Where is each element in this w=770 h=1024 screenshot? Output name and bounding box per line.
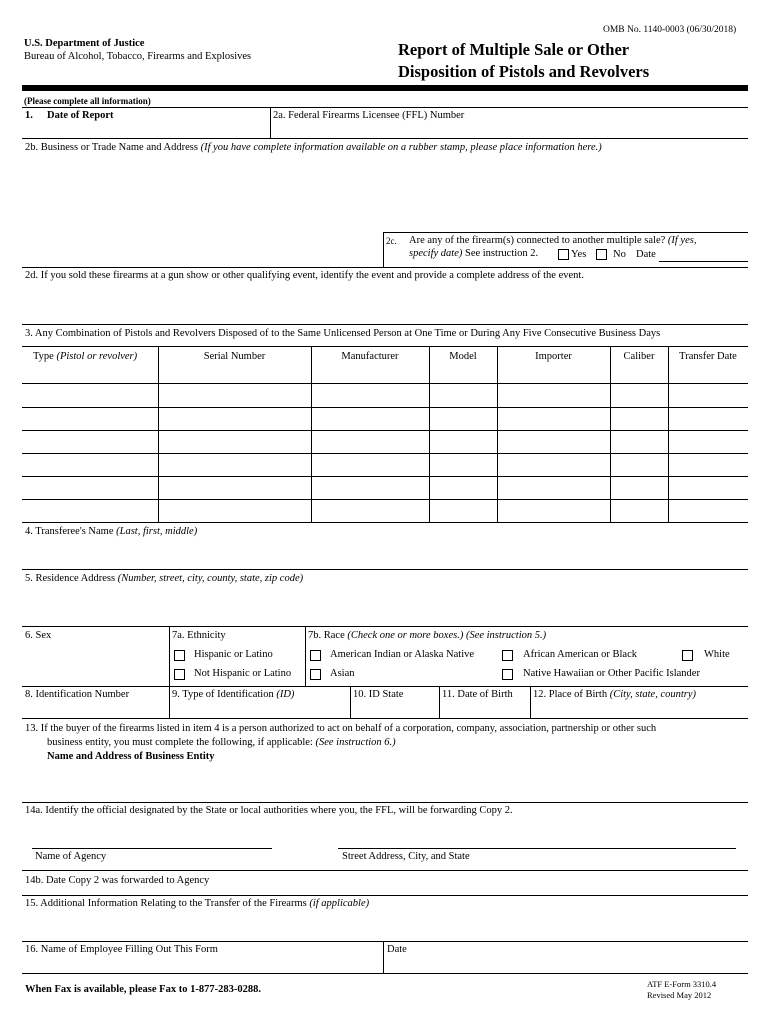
divider xyxy=(169,626,170,718)
item2c-question: Are any of the firearm(s) connected to another multiple sale? xyxy=(409,235,666,246)
item2a-label: 2a. Federal Firearms Licensee (FFL) Number xyxy=(273,110,465,121)
item5-note: (Number, street, city, county, state, zip code) xyxy=(117,573,304,584)
id-type-field[interactable] xyxy=(172,702,348,716)
item13-line2: business entity, you must complete the following, if applicable: xyxy=(47,737,313,748)
item15-note: (if applicable) xyxy=(309,898,370,909)
item1-number: 1. xyxy=(25,110,33,121)
race-aian-label: American Indian or Alaska Native xyxy=(330,649,475,660)
item9-note: (ID) xyxy=(276,689,295,700)
item16-date-label: Date xyxy=(387,944,407,955)
column-divider xyxy=(311,346,312,522)
column-header-type: Type xyxy=(33,351,54,362)
divider xyxy=(305,626,306,686)
item16-label: 16. Name of Employee Filling Out This Form xyxy=(25,944,218,955)
not-hispanic-label: Not Hispanic or Latino xyxy=(194,668,292,679)
column-header-type-note: (Pistol or revolver) xyxy=(56,351,138,362)
id-state-field[interactable] xyxy=(353,702,437,716)
item2c-note2: specify date) xyxy=(409,248,463,259)
table-row[interactable] xyxy=(23,408,157,429)
item5-label: 5. Residence Address xyxy=(25,573,116,584)
race-asian-checkbox[interactable] xyxy=(310,669,321,680)
employee-date-field[interactable] xyxy=(387,957,745,971)
item14b-label: 14b. Date Copy 2 was forwarded to Agency xyxy=(25,875,210,886)
bureau-name: Bureau of Alcohol, Tobacco, Firearms and Explosives xyxy=(24,51,252,62)
divider xyxy=(270,107,271,138)
yes-label: Yes xyxy=(571,249,587,260)
date-label: Date xyxy=(636,249,656,260)
divider xyxy=(22,569,748,570)
instructions-note: (Please complete all information) xyxy=(24,96,151,106)
column-header-importer: Importer xyxy=(535,351,572,362)
race-nhpi-checkbox[interactable] xyxy=(502,669,513,680)
item2d-label: 2d. If you sold these firearms at a gun show or other qualifying event, identify the event and provide a complete address of the event. xyxy=(25,270,584,281)
revision-date: Revised May 2012 xyxy=(647,990,712,1000)
item7b-note: (Check one or more boxes.) (See instruction 5.) xyxy=(347,630,547,641)
agency-name-field[interactable] xyxy=(32,848,272,849)
column-divider xyxy=(158,346,159,522)
divider xyxy=(383,232,748,233)
column-divider xyxy=(610,346,611,522)
item1-label: Date of Report xyxy=(47,110,114,121)
identification-number-field[interactable] xyxy=(24,702,167,716)
divider xyxy=(22,686,748,687)
residence-address-field[interactable] xyxy=(24,587,744,623)
divider xyxy=(22,107,748,108)
business-entity-field[interactable] xyxy=(24,765,744,800)
divider xyxy=(383,232,384,267)
divider xyxy=(22,973,748,974)
item2c-number: 2c. xyxy=(386,236,397,246)
race-aab-checkbox[interactable] xyxy=(502,650,513,661)
column-header-manufacturer: Manufacturer xyxy=(341,351,399,362)
sex-field[interactable] xyxy=(24,643,167,683)
item2b-label: 2b. Business or Trade Name and Address xyxy=(25,142,198,153)
date-of-birth-field[interactable] xyxy=(442,702,528,716)
divider xyxy=(439,686,440,718)
department-name: U.S. Department of Justice xyxy=(24,38,145,49)
header-rule xyxy=(22,85,748,91)
multiple-sale-yes-checkbox[interactable] xyxy=(558,249,569,260)
fax-note: When Fax is available, please Fax to 1-877-283-0288. xyxy=(25,984,261,995)
column-divider xyxy=(429,346,430,522)
item7b-label: 7b. Race xyxy=(308,630,345,641)
item2c-instruction: See instruction 2. xyxy=(464,248,539,259)
multiple-sale-date-field[interactable] xyxy=(659,261,748,262)
race-white-checkbox[interactable] xyxy=(682,650,693,661)
divider xyxy=(383,941,384,973)
item2b-note: (If you have complete information available on a rubber stamp, please place information here.) xyxy=(200,142,602,153)
omb-number: OMB No. 1140-0003 (06/30/2018) xyxy=(603,25,737,35)
item9-label: 9. Type of Identification xyxy=(172,689,274,700)
additional-info-field[interactable] xyxy=(24,912,744,940)
divider xyxy=(530,686,531,718)
item15-label: 15. Additional Information Relating to the Transfer of the Firearms xyxy=(25,898,307,909)
agency-street-field[interactable] xyxy=(338,848,736,849)
column-header-serial: Serial Number xyxy=(203,351,266,362)
form-number: ATF E-Form 3310.4 xyxy=(647,979,717,989)
table-top-rule xyxy=(22,346,748,347)
item11-label: 11. Date of Birth xyxy=(442,689,513,700)
divider xyxy=(22,718,748,719)
agency-street-label: Street Address, City, and State xyxy=(342,851,470,862)
divider xyxy=(22,802,748,803)
table-row[interactable] xyxy=(23,384,157,406)
table-row[interactable] xyxy=(23,431,157,452)
column-divider xyxy=(668,346,669,522)
table-row[interactable] xyxy=(23,500,157,521)
item3-label: 3. Any Combination of Pistols and Revolvers Disposed of to the Same Unlicensed Person at One Time or During Any Five Consecutive Business Days xyxy=(25,328,661,339)
table-row[interactable] xyxy=(23,477,157,498)
race-nhpi-label: Native Hawaiian or Other Pacific Islander xyxy=(523,668,700,679)
item12-note: (City, state, country) xyxy=(609,689,697,700)
item4-label: 4. Transferee's Name xyxy=(25,526,114,537)
date-of-report-field[interactable] xyxy=(24,122,268,136)
form-title-line1: Report of Multiple Sale or Other xyxy=(398,40,630,59)
column-divider xyxy=(497,346,498,522)
item2c-note1: (If yes, xyxy=(667,235,697,246)
item6-label: 6. Sex xyxy=(25,630,52,641)
column-header-model: Model xyxy=(449,351,477,362)
business-name-address-field[interactable] xyxy=(24,156,744,232)
form-title-line2: Disposition of Pistols and Revolvers xyxy=(398,62,650,81)
item8-label: 8. Identification Number xyxy=(25,689,130,700)
race-aian-checkbox[interactable] xyxy=(310,650,321,661)
item4-note: (Last, first, middle) xyxy=(116,526,198,537)
divider xyxy=(350,686,351,718)
item13-line3: Name and Address of Business Entity xyxy=(47,751,215,762)
divider xyxy=(22,941,748,942)
employee-name-field[interactable] xyxy=(24,957,380,971)
item7a-label: 7a. Ethnicity xyxy=(172,630,226,641)
divider xyxy=(22,626,748,627)
table-bottom-rule xyxy=(22,522,748,523)
divider xyxy=(22,138,748,139)
no-label: No xyxy=(613,249,626,260)
agency-name-label: Name of Agency xyxy=(35,851,107,862)
column-header-caliber: Caliber xyxy=(623,351,655,362)
item13-line1: 13. If the buyer of the firearms listed in item 4 is a person authorized to act on behalf of a corporation, company, association, partnership or other such xyxy=(25,723,657,734)
column-header-transfer-date: Transfer Date xyxy=(679,351,737,362)
race-asian-label: Asian xyxy=(330,668,355,679)
divider xyxy=(22,870,748,871)
gun-show-event-field[interactable] xyxy=(24,283,744,321)
item14a-label: 14a. Identify the official designated by the State or local authorities where you, the FFL, will be forwarding Copy 2. xyxy=(25,805,513,816)
race-white-label: White xyxy=(704,649,730,660)
item12-label: 12. Place of Birth xyxy=(533,689,608,700)
copy2-date-field[interactable] xyxy=(22,895,748,896)
place-of-birth-field[interactable] xyxy=(533,702,745,716)
ffl-number-field[interactable] xyxy=(273,122,747,136)
item13-note: (See instruction 6.) xyxy=(315,737,396,748)
divider xyxy=(22,267,748,268)
hispanic-checkbox[interactable] xyxy=(174,650,185,661)
table-row[interactable] xyxy=(23,454,157,475)
divider xyxy=(22,324,748,325)
multiple-sale-no-checkbox[interactable] xyxy=(596,249,607,260)
hispanic-label: Hispanic or Latino xyxy=(194,649,273,660)
item10-label: 10. ID State xyxy=(353,689,404,700)
race-aab-label: African American or Black xyxy=(523,649,637,660)
transferee-name-field[interactable] xyxy=(24,540,744,566)
not-hispanic-checkbox[interactable] xyxy=(174,669,185,680)
